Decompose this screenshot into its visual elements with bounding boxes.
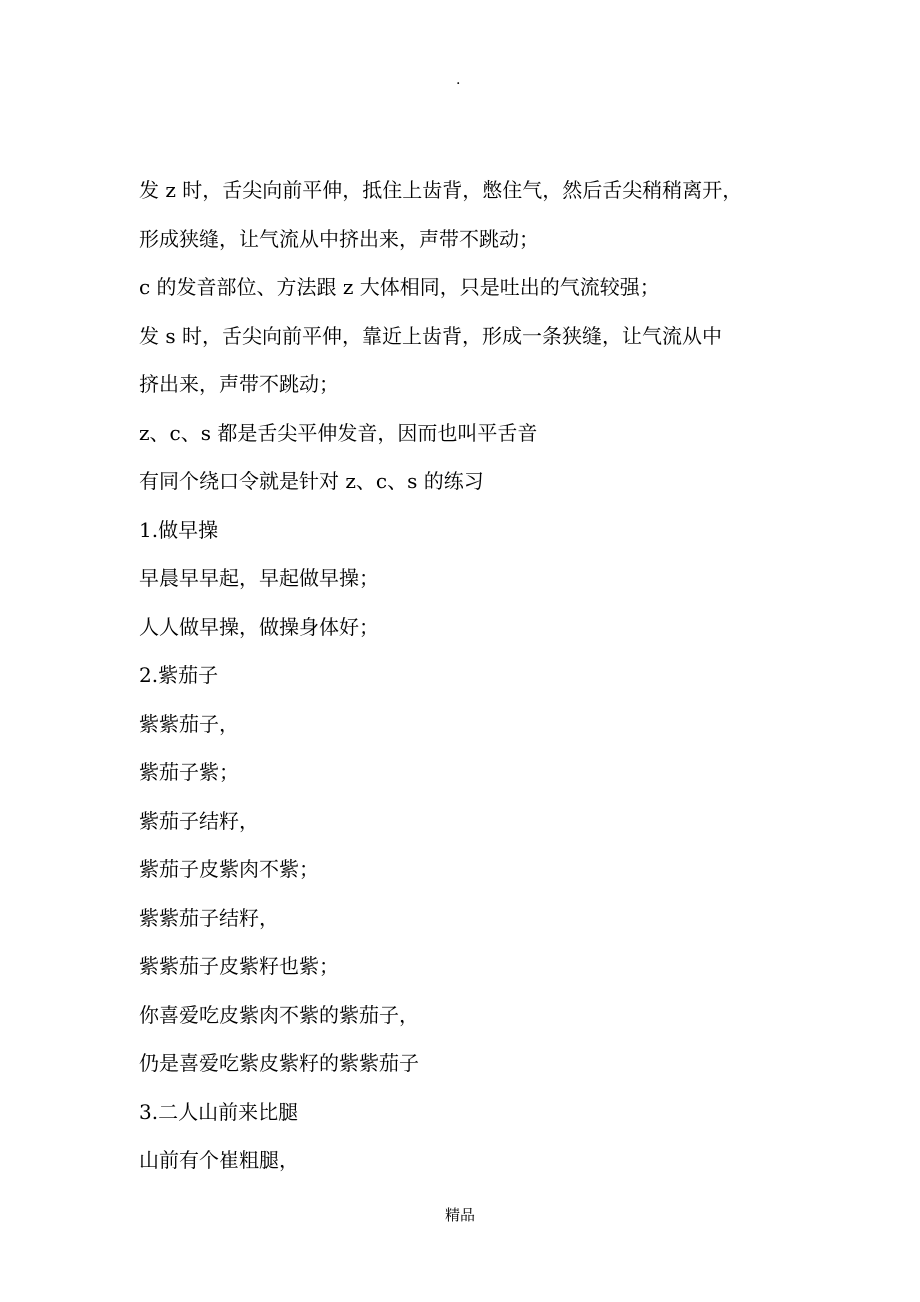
text-line: 发 s 时，舌尖向前平伸，靠近上齿背，形成一条狭缝，让气流从中 bbox=[139, 323, 722, 348]
text-line: 紫茄子皮紫肉不紫； bbox=[139, 857, 319, 881]
document-body bbox=[139, 166, 799, 1185]
section-heading: 2.紫茄子 bbox=[139, 663, 219, 687]
text-line: 紫茄子紫； bbox=[139, 760, 239, 784]
text-line: 紫紫茄子， bbox=[139, 711, 239, 736]
page-header-mark: . bbox=[456, 72, 461, 88]
text-line: 有同个绕口令就是针对 z、c、s 的练习 bbox=[139, 469, 484, 493]
text-line: 形成狭缝，让气流从中挤出来，声带不跳动； bbox=[139, 226, 539, 251]
text-line: 早晨早早起，早起做早操； bbox=[139, 566, 379, 590]
page-footer: 精品 bbox=[444, 1206, 475, 1224]
text-line: 挤出来，声带不跳动； bbox=[139, 372, 339, 396]
text-line: 紫紫茄子皮紫籽也紫； bbox=[139, 954, 339, 978]
text-line: 仍是喜爱吃紫皮紫籽的紫紫茄子 bbox=[139, 1051, 419, 1075]
text-line: 你喜爱吃皮紫肉不紫的紫茄子， bbox=[139, 1002, 419, 1027]
text-line: 紫茄子结籽， bbox=[139, 808, 259, 833]
text-line: z、c、s 都是舌尖平伸发音，因而也叫平舌音 bbox=[139, 420, 538, 445]
section-heading: 1.做早操 bbox=[139, 517, 219, 542]
text-line: 紫紫茄子结籽， bbox=[139, 905, 279, 930]
text-line: 人人做早操，做操身体好； bbox=[139, 614, 379, 639]
section-heading: 3.二人山前来比腿 bbox=[139, 1099, 299, 1124]
text-line: 山前有个崔粗腿， bbox=[139, 1148, 299, 1172]
text-line: 发 z 时，舌尖向前平伸，抵住上齿背，憋住气，然后舌尖稍稍离开， bbox=[139, 178, 743, 202]
text-line: c 的发音部位、方法跟 z 大体相同，只是吐出的气流较强； bbox=[139, 275, 660, 299]
